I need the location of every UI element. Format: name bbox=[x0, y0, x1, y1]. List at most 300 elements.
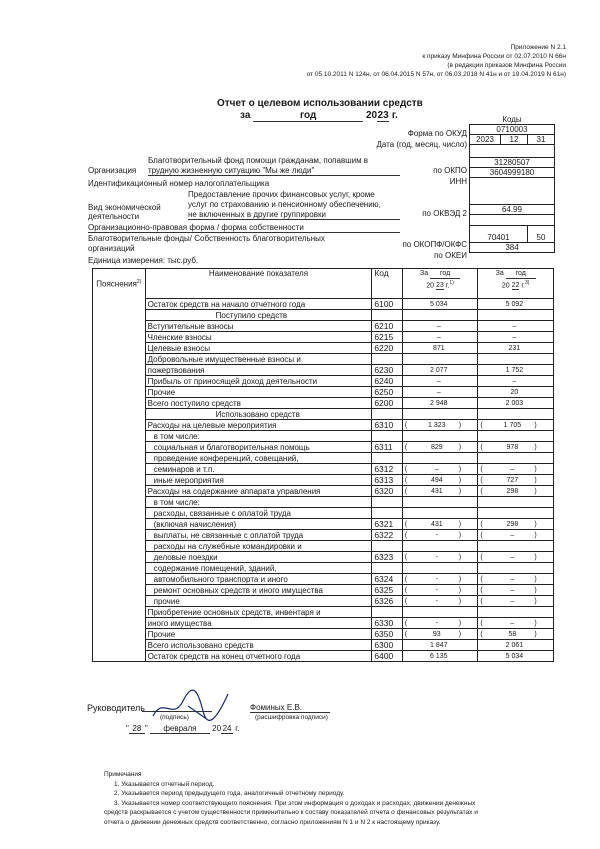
row-name: содержание помещений, зданий, bbox=[145, 563, 372, 574]
page-title: Отчет о целевом использовании средств bbox=[217, 98, 423, 109]
row-code bbox=[372, 431, 402, 442]
codes-empty-row-2 bbox=[470, 178, 555, 205]
value: – bbox=[436, 378, 441, 385]
row-notes-cell bbox=[93, 409, 146, 420]
table-row bbox=[93, 618, 554, 629]
row-previous-value bbox=[478, 486, 554, 497]
report-table-body bbox=[93, 299, 554, 662]
row-notes-cell bbox=[93, 398, 146, 409]
row-current-value bbox=[402, 398, 478, 409]
header-cur-20: 20 bbox=[426, 282, 435, 290]
table-row bbox=[93, 310, 554, 321]
table-row bbox=[93, 299, 554, 310]
value: 2 077 bbox=[430, 367, 448, 374]
value: 5 034 bbox=[430, 301, 448, 308]
close-paren: ) bbox=[534, 444, 537, 451]
table-row bbox=[93, 497, 554, 508]
period-za: за bbox=[240, 110, 251, 121]
header-current-period bbox=[402, 269, 478, 299]
value: 494 bbox=[430, 477, 443, 484]
open-paren: ( bbox=[480, 620, 483, 627]
row-code bbox=[372, 541, 402, 552]
row-current-value bbox=[402, 541, 478, 552]
date-day: 31 bbox=[528, 135, 555, 145]
row-code: 6215 bbox=[372, 332, 402, 343]
row-code: 6320 bbox=[372, 486, 402, 497]
row-name: Приобретение основных средств, инвентаря и bbox=[145, 607, 372, 618]
row-current-value bbox=[402, 464, 478, 475]
signature-caption: (подпись) bbox=[160, 714, 189, 721]
appendix-line-4: от 05.10.2011 N 124н, от 06.04.2015 N 57н, от 06.03.2018 N 41н и от 19.04.2019 N 61н) bbox=[306, 71, 566, 78]
row-code: 6210 bbox=[372, 321, 402, 332]
row-current-value bbox=[402, 343, 478, 354]
row-previous-value bbox=[478, 398, 554, 409]
inn-field-label: Идентификационный номер налогоплательщика bbox=[88, 179, 270, 188]
row-current-value bbox=[402, 629, 478, 640]
close-paren: ) bbox=[534, 554, 537, 561]
header-name: Наименование показателя bbox=[145, 269, 372, 299]
table-row bbox=[93, 365, 554, 376]
value: 58 bbox=[508, 631, 517, 638]
header-cur-g: г. bbox=[445, 282, 450, 290]
row-code: 6326 bbox=[372, 596, 402, 607]
row-previous-value bbox=[478, 321, 554, 332]
row-code bbox=[372, 563, 402, 574]
row-current-value bbox=[402, 640, 478, 651]
row-notes-cell bbox=[93, 497, 146, 508]
row-notes-cell bbox=[93, 431, 146, 442]
row-previous-value bbox=[478, 409, 554, 420]
value: 431 bbox=[430, 521, 443, 528]
open-paren: ( bbox=[480, 466, 483, 473]
row-notes-cell bbox=[93, 354, 146, 365]
close-paren: ) bbox=[534, 631, 537, 638]
header-prev-god: год bbox=[506, 269, 536, 279]
row-current-value bbox=[402, 585, 478, 596]
row-name: Прочие bbox=[145, 387, 372, 398]
row-previous-value bbox=[478, 651, 554, 662]
row-name: автомобильного транспорта и иного bbox=[145, 574, 372, 585]
value: – bbox=[512, 378, 517, 385]
header-prev-year: 22 bbox=[511, 282, 520, 290]
row-notes-cell bbox=[93, 607, 146, 618]
value: - bbox=[435, 532, 438, 539]
header-previous-period bbox=[478, 269, 554, 299]
table-row bbox=[93, 563, 554, 574]
close-paren: ) bbox=[458, 532, 462, 539]
row-previous-value bbox=[478, 387, 554, 398]
value: 978 bbox=[506, 444, 519, 451]
row-notes-cell bbox=[93, 442, 146, 453]
table-row bbox=[93, 321, 554, 332]
row-current-value bbox=[402, 530, 478, 541]
close-paren: ) bbox=[534, 576, 537, 583]
row-code: 6312 bbox=[372, 464, 402, 475]
row-notes-cell bbox=[93, 299, 146, 310]
table-row bbox=[93, 453, 554, 464]
row-code: 6321 bbox=[372, 519, 402, 530]
row-notes-cell bbox=[93, 552, 146, 563]
open-paren: ( bbox=[480, 477, 483, 484]
codes-table bbox=[469, 115, 555, 253]
row-name: расходы на служебные командировки и bbox=[145, 541, 372, 552]
table-row bbox=[93, 552, 554, 563]
row-notes-cell bbox=[93, 563, 146, 574]
row-name: иные мероприятия bbox=[145, 475, 372, 486]
org-label: Организация bbox=[88, 166, 137, 175]
table-row bbox=[93, 585, 554, 596]
row-code: 6240 bbox=[372, 376, 402, 387]
close-paren: ) bbox=[534, 532, 537, 539]
header-code: Код bbox=[372, 269, 402, 299]
row-code bbox=[372, 497, 402, 508]
row-previous-value bbox=[478, 574, 554, 585]
open-paren: ( bbox=[404, 576, 408, 583]
open-paren: ( bbox=[480, 532, 483, 539]
codes-empty-row bbox=[470, 145, 555, 158]
value: 6 135 bbox=[430, 653, 448, 660]
row-current-value bbox=[402, 332, 478, 343]
okopf-code: 70401 bbox=[470, 226, 528, 243]
row-name: ремонт основных средств и иного имущества bbox=[145, 585, 372, 596]
okopf-label: по ОКОПФ/ОКФС bbox=[402, 240, 467, 249]
open-paren: ( bbox=[404, 598, 408, 605]
row-name: расходы, связанные с оплатой труда bbox=[145, 508, 372, 519]
row-name: Добровольные имущественные взносы и bbox=[145, 354, 372, 365]
row-name: в том числе: bbox=[145, 497, 372, 508]
row-name: проведение конференций, совещаний, bbox=[145, 453, 372, 464]
row-notes-cell bbox=[93, 585, 146, 596]
value: - bbox=[435, 587, 438, 594]
value: 871 bbox=[432, 345, 445, 352]
row-notes-cell bbox=[93, 651, 146, 662]
close-paren: ) bbox=[534, 422, 537, 429]
row-notes-cell bbox=[93, 530, 146, 541]
note-3c: отчета о движении денежных средств соответственно, согласно приложениям N 1 и N 2 к настоящему приказу. bbox=[104, 818, 441, 826]
activity-label-1: Вид экономической bbox=[88, 203, 161, 212]
value: – bbox=[436, 323, 441, 330]
row-current-value bbox=[402, 387, 478, 398]
row-current-value bbox=[402, 563, 478, 574]
open-paren: ( bbox=[480, 444, 483, 451]
row-name: Расходы на целевые мероприятия bbox=[145, 420, 372, 431]
row-name: Остаток средств на конец отчетного года bbox=[145, 651, 372, 662]
row-previous-value bbox=[478, 497, 554, 508]
open-paren: ( bbox=[480, 521, 483, 528]
value: - bbox=[435, 576, 438, 583]
org-name-2: трудную жизненную ситуацию "Мы же люди" bbox=[148, 166, 400, 176]
okei-label: по ОКЕИ bbox=[434, 251, 467, 260]
value: 5 092 bbox=[505, 301, 524, 308]
table-row bbox=[93, 651, 554, 662]
value: 231 bbox=[508, 345, 521, 352]
row-current-value bbox=[402, 618, 478, 629]
close-paren: ) bbox=[458, 587, 462, 594]
period-line bbox=[240, 110, 398, 122]
row-previous-value bbox=[478, 585, 554, 596]
row-code: 6322 bbox=[372, 530, 402, 541]
open-paren: ( bbox=[480, 631, 483, 638]
row-current-value bbox=[402, 365, 478, 376]
value: 298 bbox=[506, 521, 519, 528]
row-code bbox=[372, 310, 402, 321]
value: – bbox=[510, 620, 515, 627]
table-row bbox=[93, 409, 554, 420]
table-row bbox=[93, 486, 554, 497]
row-previous-value bbox=[478, 332, 554, 343]
activity-label-2: деятельности bbox=[88, 212, 140, 221]
org-name-1: Благотворительный фонд помощи гражданам, попавшим в bbox=[148, 156, 369, 165]
inn-label: ИНН bbox=[449, 177, 467, 186]
row-current-value bbox=[402, 376, 478, 387]
open-paren: ( bbox=[404, 587, 408, 594]
row-previous-value bbox=[478, 442, 554, 453]
value: - bbox=[435, 554, 438, 561]
row-current-value bbox=[402, 486, 478, 497]
row-previous-value bbox=[478, 453, 554, 464]
close-paren: ) bbox=[534, 620, 537, 627]
value: – bbox=[510, 466, 515, 473]
table-row bbox=[93, 607, 554, 618]
row-previous-value bbox=[478, 310, 554, 321]
value: 1 847 bbox=[430, 642, 448, 649]
open-paren: ( bbox=[404, 554, 408, 561]
row-current-value bbox=[402, 552, 478, 563]
sign-year-suffix: г. bbox=[235, 724, 240, 733]
row-code: 6200 bbox=[372, 398, 402, 409]
value: - bbox=[435, 598, 438, 605]
row-previous-value bbox=[478, 563, 554, 574]
report-table bbox=[92, 268, 554, 662]
value: 5 034 bbox=[505, 653, 524, 660]
appendix-line-3: (в редакции приказов Минфина России bbox=[447, 62, 566, 69]
date-label: Дата (год, месяц, число) bbox=[376, 140, 467, 149]
row-name: в том числе: bbox=[145, 431, 372, 442]
okud-code: 0710003 bbox=[470, 125, 555, 135]
form-label: Организационно-правовая форма / форма собственности bbox=[88, 223, 400, 233]
value: – bbox=[512, 334, 517, 341]
row-notes-cell bbox=[93, 640, 146, 651]
header-cur-god: год bbox=[430, 269, 460, 279]
table-row bbox=[93, 508, 554, 519]
table-row bbox=[93, 442, 554, 453]
open-paren: ( bbox=[404, 477, 408, 484]
row-notes-cell bbox=[93, 332, 146, 343]
row-previous-value bbox=[478, 541, 554, 552]
table-row bbox=[93, 332, 554, 343]
unit-label: Единица измерения: тыс.руб. bbox=[88, 256, 199, 265]
row-current-value bbox=[402, 310, 478, 321]
row-name: Вступительные взносы bbox=[145, 321, 372, 332]
date-year: 2023 bbox=[470, 135, 501, 145]
row-current-value bbox=[402, 651, 478, 662]
table-row bbox=[93, 574, 554, 585]
okved-code: 64.99 bbox=[470, 205, 555, 215]
open-paren: ( bbox=[404, 422, 408, 429]
row-previous-value bbox=[478, 618, 554, 629]
row-code: 6250 bbox=[372, 387, 402, 398]
row-name: Использовано средств bbox=[145, 409, 372, 420]
row-name: Прочие bbox=[145, 629, 372, 640]
row-name: прочие bbox=[145, 596, 372, 607]
row-previous-value bbox=[478, 640, 554, 651]
close-paren: ) bbox=[458, 444, 462, 451]
open-paren: ( bbox=[480, 576, 483, 583]
notes-block bbox=[104, 770, 478, 827]
table-row bbox=[93, 541, 554, 552]
table-row bbox=[93, 629, 554, 640]
table-row bbox=[93, 354, 554, 365]
okud-label: Форма по ОКУД bbox=[407, 129, 467, 138]
row-name: пожертвования bbox=[145, 365, 372, 376]
value: 93 bbox=[432, 631, 441, 638]
row-previous-value bbox=[478, 365, 554, 376]
row-code bbox=[372, 409, 402, 420]
period-suffix: г. bbox=[391, 110, 398, 121]
open-paren: ( bbox=[480, 598, 483, 605]
row-name: Прибыль от приносящей доход деятельности bbox=[145, 376, 372, 387]
row-code: 6324 bbox=[372, 574, 402, 585]
row-code: 6300 bbox=[372, 640, 402, 651]
row-code: 6313 bbox=[372, 475, 402, 486]
table-row bbox=[93, 475, 554, 486]
row-current-value bbox=[402, 409, 478, 420]
period-label: год bbox=[253, 110, 363, 122]
open-paren: ( bbox=[404, 620, 408, 627]
row-current-value bbox=[402, 453, 478, 464]
close-paren: ) bbox=[458, 620, 462, 627]
close-paren: ) bbox=[534, 466, 537, 473]
row-code: 6323 bbox=[372, 552, 402, 563]
header-prev-20: 20 bbox=[501, 282, 510, 290]
row-code: 6100 bbox=[372, 299, 402, 310]
table-row bbox=[93, 464, 554, 475]
value: – bbox=[510, 587, 515, 594]
header-prev-sup: 3) bbox=[525, 280, 530, 286]
row-name: (включая начисления) bbox=[145, 519, 372, 530]
open-paren: ( bbox=[480, 422, 483, 429]
row-previous-value bbox=[478, 354, 554, 365]
header-cur-za: За bbox=[420, 270, 429, 277]
row-current-value bbox=[402, 519, 478, 530]
table-row bbox=[93, 343, 554, 354]
value: 1 705 bbox=[503, 422, 522, 429]
row-notes-cell bbox=[93, 321, 146, 332]
sign-date: " 28 " февраля 20 24 г. bbox=[126, 724, 240, 733]
codes-empty-row-3 bbox=[470, 215, 555, 226]
header-notes bbox=[93, 269, 146, 299]
period-year: 23 bbox=[377, 110, 389, 121]
value: – bbox=[510, 532, 515, 539]
form-line-2: организаций bbox=[88, 244, 135, 253]
header-notes-sup: 2) bbox=[136, 279, 142, 286]
row-notes-cell bbox=[93, 475, 146, 486]
inn-code: 3604999180 bbox=[470, 168, 555, 178]
header-cur-year: 23 bbox=[436, 282, 444, 290]
row-current-value bbox=[402, 420, 478, 431]
open-paren: ( bbox=[404, 532, 408, 539]
value: – bbox=[436, 334, 441, 341]
row-notes-cell bbox=[93, 387, 146, 398]
value: 727 bbox=[506, 477, 519, 484]
close-paren: ) bbox=[534, 488, 537, 495]
sign-year: 24 bbox=[222, 724, 232, 733]
close-paren: ) bbox=[534, 521, 537, 528]
value: – bbox=[436, 389, 441, 396]
okfs-code: 50 bbox=[528, 226, 555, 243]
row-notes-cell bbox=[93, 453, 146, 464]
row-notes-cell bbox=[93, 343, 146, 354]
row-notes-cell bbox=[93, 629, 146, 640]
row-previous-value bbox=[478, 431, 554, 442]
row-previous-value bbox=[478, 464, 554, 475]
form-line-1: Благотворительные фонды/ Собственность благотворительных bbox=[88, 234, 325, 243]
row-notes-cell bbox=[93, 574, 146, 585]
value: 1 752 bbox=[505, 367, 524, 374]
note-3b: средств раскрывается с учетом существенности применительно к составу показателей отчета о финансовых результатах и bbox=[104, 809, 478, 816]
row-name: Поступило средств bbox=[145, 310, 372, 321]
row-previous-value bbox=[478, 596, 554, 607]
row-previous-value bbox=[478, 475, 554, 486]
row-current-value bbox=[402, 442, 478, 453]
open-paren: ( bbox=[480, 587, 483, 594]
row-name: Расходы на содержание аппарата управления bbox=[145, 486, 372, 497]
row-previous-value bbox=[478, 299, 554, 310]
value: – bbox=[512, 323, 517, 330]
close-paren: ) bbox=[458, 598, 462, 605]
row-notes-cell bbox=[93, 310, 146, 321]
okved-label: по ОКВЭД 2 bbox=[422, 209, 467, 218]
value: – bbox=[510, 554, 515, 561]
value: 431 bbox=[430, 488, 443, 495]
value: – bbox=[510, 576, 515, 583]
okpo-code: 31280507 bbox=[470, 158, 555, 168]
table-row bbox=[93, 530, 554, 541]
note-2: 2. Указывается период предыдущего года, аналогичный отчетному периоду. bbox=[114, 790, 345, 797]
row-current-value bbox=[402, 574, 478, 585]
row-notes-cell bbox=[93, 486, 146, 497]
row-name: Целевые взносы bbox=[145, 343, 372, 354]
row-current-value bbox=[402, 508, 478, 519]
close-paren: ) bbox=[458, 576, 462, 583]
row-name: деловые поездки bbox=[145, 552, 372, 563]
close-paren: ) bbox=[458, 554, 462, 561]
value: – bbox=[510, 598, 515, 605]
period-year-prefix: 20 bbox=[365, 110, 378, 121]
row-code bbox=[372, 607, 402, 618]
row-name: иного имущества bbox=[145, 618, 372, 629]
close-paren: ) bbox=[534, 587, 537, 594]
row-notes-cell bbox=[93, 508, 146, 519]
value: 1 323 bbox=[428, 422, 446, 429]
open-paren: ( bbox=[404, 488, 408, 495]
row-notes-cell bbox=[93, 618, 146, 629]
row-name: Всего поступило средств bbox=[145, 398, 372, 409]
okei-code: 384 bbox=[470, 243, 555, 253]
row-current-value bbox=[402, 354, 478, 365]
head-label: Руководитель bbox=[87, 703, 145, 713]
value: 298 bbox=[506, 488, 519, 495]
value: 2 061 bbox=[505, 642, 524, 649]
row-previous-value bbox=[478, 530, 554, 541]
row-name: Членские взносы bbox=[145, 332, 372, 343]
note-3a: 3. Указывается номер соответствующего пояснения. При этом информация о доходах и расходах, движении денежных bbox=[114, 799, 476, 807]
value: – bbox=[434, 466, 439, 473]
row-current-value bbox=[402, 607, 478, 618]
value: - bbox=[435, 620, 438, 627]
row-previous-value bbox=[478, 376, 554, 387]
row-code: 6310 bbox=[372, 420, 402, 431]
